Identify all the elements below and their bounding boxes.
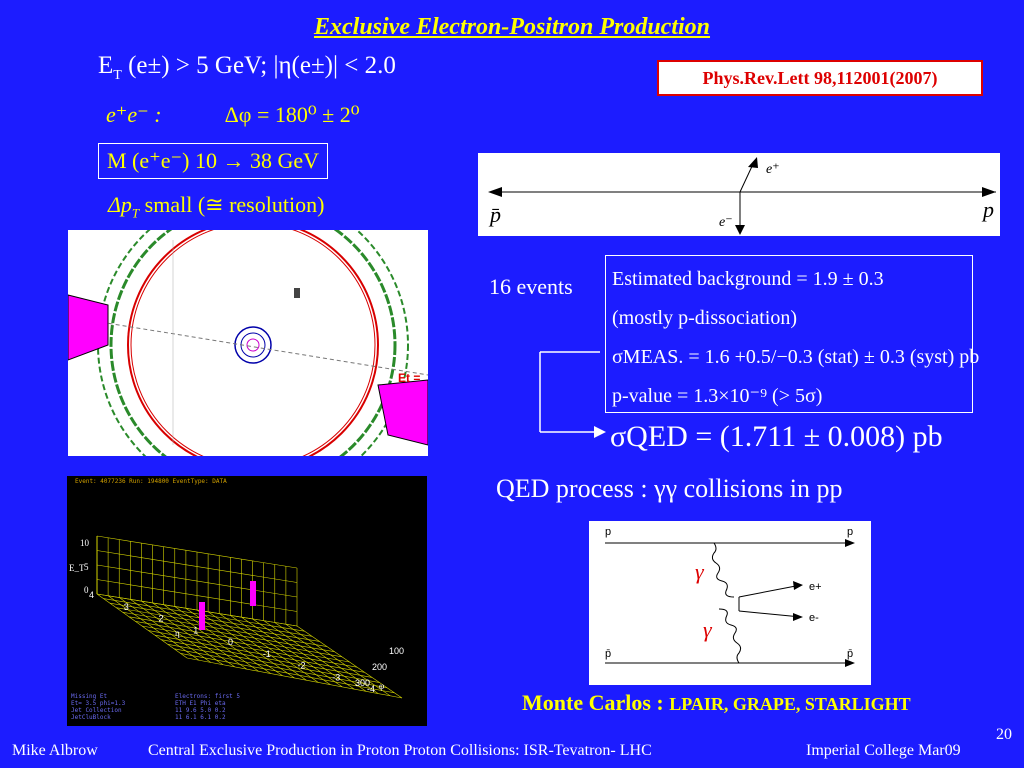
- lego-eta-tick: -2: [297, 660, 306, 671]
- lego-phi-tick: 100: [389, 646, 405, 656]
- feynman-gamma-1: γ: [695, 559, 704, 584]
- event-display-svg: [68, 230, 428, 456]
- lego-phi-tick: 300: [355, 678, 371, 688]
- lego-legend-right-line: Electrons: first 5: [175, 693, 241, 700]
- footer-author: Mike Albrow: [12, 742, 98, 759]
- mass-cut-box: [98, 143, 328, 179]
- lego-z-tick-0: 0: [84, 585, 89, 595]
- lego-eta-tick: 3: [123, 601, 129, 612]
- page-number: 20: [996, 726, 1012, 743]
- et-subscript: T: [113, 68, 122, 83]
- lego-legend-right-line: ETH E1 Phi eta: [175, 700, 226, 707]
- qed-process: QED process : γγ collisions in pp: [496, 474, 843, 503]
- lego-plot-svg: [67, 476, 427, 726]
- reference-box: Phys.Rev.Lett 98,112001(2007): [657, 60, 983, 96]
- feynman-p-out: p: [847, 526, 854, 538]
- lego-z-tick-5: 5: [84, 562, 89, 572]
- lego-eta-tick: -3: [332, 672, 341, 683]
- lego-legend-left-line: Jet Collection: [71, 707, 122, 714]
- mass-cut-text: M (e⁺e⁻) 10 → 38 GeV: [107, 148, 320, 173]
- dphi-cut-line: [106, 102, 360, 128]
- feynman-gamma-2: γ: [703, 617, 712, 642]
- feynman-diagram: [589, 521, 871, 685]
- topology-eplus: e⁺: [766, 162, 780, 177]
- lego-eta-tick: -4: [367, 684, 376, 694]
- topology-p: p: [983, 197, 994, 222]
- lego-z-label: E_T: [69, 563, 85, 573]
- lego-eta-label: η: [175, 628, 180, 638]
- feynman-pbar-out: p̄: [847, 648, 854, 660]
- monte-carlos-generators: LPAIR, GRAPE, STARLIGHT: [669, 694, 911, 714]
- pt-symbol: Δp: [108, 192, 132, 217]
- slide-title: Exclusive Electron-Positron Production: [313, 14, 711, 40]
- et-cut-line: [98, 52, 396, 84]
- pt-cut-line: [108, 192, 324, 221]
- lego-eta-tick: 2: [158, 613, 164, 624]
- lego-legend-left-line: Et= 3.5 phi=1.3: [71, 700, 126, 707]
- results-box: [605, 255, 980, 413]
- lego-legend-right-line: 11 6.1 6.1 0.2: [175, 714, 226, 721]
- et-symbol: E: [98, 52, 114, 79]
- lego-z-tick-10: 10: [80, 538, 89, 548]
- lego-eta-tick: -1: [262, 648, 271, 659]
- lego-legend-left-line: JetCluBlock: [71, 714, 111, 721]
- lego-phi-label: φ: [379, 681, 385, 691]
- event-display-image: [68, 230, 428, 456]
- p-value: p-value = 1.3×10⁻⁹ (> 5σ): [612, 385, 823, 407]
- topology-diagram: [478, 153, 1000, 236]
- lego-tower-2: [199, 602, 205, 630]
- lego-legend-left-line: Missing Et: [71, 693, 108, 700]
- sigma-qed: σQED = (1.711 ± 0.008) pb: [610, 420, 943, 453]
- footer-venue: Imperial College Mar09: [806, 742, 961, 759]
- feynman-pbar-in: p̄: [605, 648, 612, 660]
- background-note: (mostly p-dissociation): [612, 307, 797, 329]
- background-estimate: Estimated background = 1.9 ± 0.3: [612, 268, 884, 290]
- bracket-arrow: [530, 350, 610, 440]
- sigma-meas: σMEAS. = 1.6 +0.5/−0.3 (stat) ± 0.3 (syst) pb: [612, 346, 980, 368]
- events-count: 16 events: [489, 274, 573, 299]
- footer-talk: Central Exclusive Production in Proton Proton Collisions: ISR-Tevatron- LHC: [148, 742, 652, 759]
- lego-phi-tick: 200: [372, 662, 388, 672]
- topology-pbar: p̄: [490, 202, 501, 227]
- monte-carlos-label: Monte Carlos :: [522, 690, 664, 715]
- lego-eta-tick: 4: [89, 590, 95, 600]
- lego-header: Event: 4077236 Run: 194800 EventType: DATA: [75, 478, 227, 485]
- lego-tower-1: [250, 581, 256, 606]
- topology-eminus: e⁻: [719, 215, 733, 230]
- dphi-label: e⁺e⁻ :: [106, 102, 162, 127]
- monte-carlos-line: [522, 690, 911, 716]
- lego-legend-right-line: 11 9.6 5.0 0.2: [175, 707, 226, 714]
- et-cut-text: (e±) > 5 GeV; |η(e±)| < 2.0: [128, 52, 396, 79]
- feynman-eplus: e+: [809, 581, 822, 593]
- pt-cut-text: small (≅ resolution): [139, 192, 325, 217]
- feynman-svg: [589, 521, 871, 685]
- lego-eta-tick: 0: [228, 637, 234, 647]
- feynman-eminus: e-: [809, 612, 819, 624]
- et-label: Et =: [398, 371, 421, 385]
- pt-subscript: T: [131, 205, 140, 221]
- lego-plot-image: [67, 476, 427, 726]
- feynman-p-in: p: [605, 526, 612, 538]
- topology-svg: [478, 153, 1000, 236]
- dphi-value: Δφ = 180⁰ ± 2⁰: [224, 102, 360, 127]
- lego-eta-tick: 1: [193, 625, 199, 636]
